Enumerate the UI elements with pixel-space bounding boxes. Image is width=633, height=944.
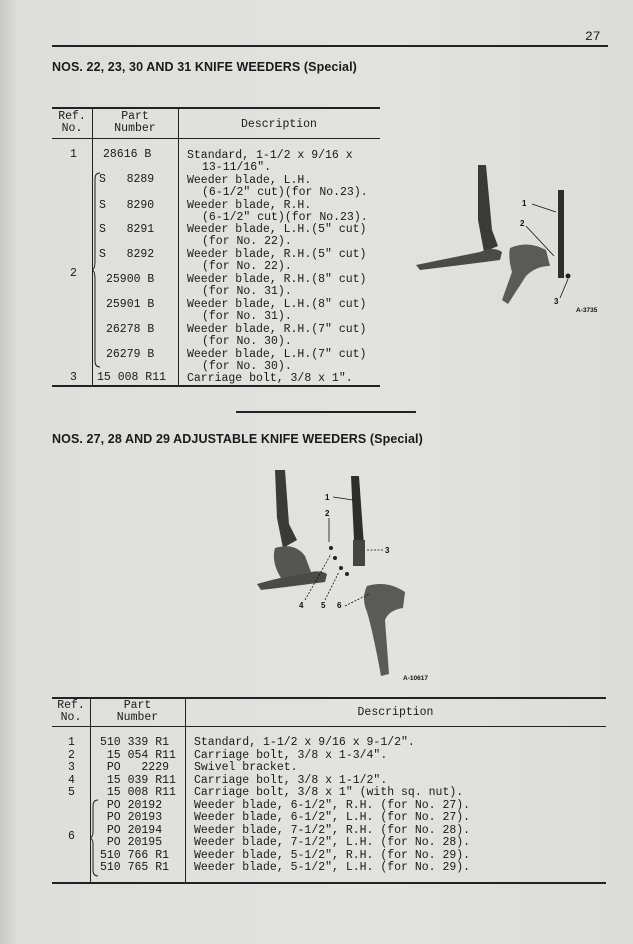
standard-shank <box>275 470 297 548</box>
table-row-desc: (for No. 30). <box>202 360 292 373</box>
table1-header-part <box>92 111 178 135</box>
callout-2: 2 <box>325 509 330 518</box>
table-row-desc: 13-11/16". <box>202 161 272 174</box>
table-row-desc: Standard, 1-1/2 x 9/16 x 9-1/2". <box>194 736 415 749</box>
bolt <box>329 546 333 550</box>
table2-header-part <box>90 700 185 724</box>
table-row-part: PO 20194 <box>100 824 163 837</box>
table-row-desc: Weeder blade, R.H. <box>187 199 312 212</box>
figure-label: A-10617 <box>403 675 428 682</box>
table-row-desc: Weeder blade, R.H.(8" cut) <box>187 273 367 286</box>
table1-header-rule <box>52 138 380 139</box>
table-row-desc: Weeder blade, L.H.(5" cut) <box>187 223 367 236</box>
header-ref-line1: Ref. <box>57 699 85 712</box>
section2-parts-table <box>52 697 606 885</box>
carriage-bolt <box>566 274 571 279</box>
table-row-part: 28616 B <box>103 148 152 161</box>
table2-header-description: Description <box>357 706 434 719</box>
table-row-part: 15 039 R11 <box>100 774 176 787</box>
figure-knife-weeder-1 <box>410 160 615 320</box>
table2-bottom-rule <box>52 882 606 884</box>
table-row-part: 510 339 R1 <box>100 736 170 749</box>
figure-knife-weeder-2 <box>255 462 465 684</box>
callout-3: 3 <box>554 297 559 306</box>
table-row-part: S 8289 <box>99 173 155 186</box>
table-row-part: PO 20192 <box>100 799 163 812</box>
table-row-desc: (for No. 31). <box>202 310 292 323</box>
table-row-desc: (for No. 31). <box>202 285 292 298</box>
table1-top-rule <box>52 107 380 109</box>
header-part-line1: Part <box>121 110 149 123</box>
table-row-part: S 8292 <box>99 248 155 261</box>
ref2-brace <box>92 171 102 369</box>
table-row-ref: 5 <box>68 786 75 799</box>
table-row-part: 26279 B <box>106 348 155 361</box>
page-number: 27 <box>585 29 601 44</box>
table2-header-rule <box>52 726 606 727</box>
table-row-desc: Weeder blade, 7-1/2", L.H. (for No. 28). <box>194 836 471 849</box>
table-row-part: 15 008 R11 <box>100 786 176 799</box>
table-row-part: PO 20193 <box>100 811 163 824</box>
header-ref-line2: No. <box>61 122 83 135</box>
top-rule <box>52 45 608 47</box>
table-row-ref: 3 <box>68 761 75 774</box>
weeder-blade-right <box>502 244 550 304</box>
table-row-desc: Weeder blade, 5-1/2", R.H. (for No. 29). <box>194 849 471 862</box>
weeder-blade-right <box>364 584 405 676</box>
table2-col-divider <box>185 699 186 882</box>
callout-leader <box>532 204 556 212</box>
table-row-desc: Weeder blade, 5-1/2", L.H. (for No. 29). <box>194 861 471 874</box>
section2-title: NOS. 27, 28 AND 29 ADJUSTABLE KNIFE WEEDERS (Special) <box>52 432 423 446</box>
table-row-part: 510 766 R1 <box>100 849 170 862</box>
table-row-desc: Swivel bracket. <box>194 761 298 774</box>
header-part-line2: Number <box>114 122 156 135</box>
callout-5: 5 <box>321 601 326 610</box>
table-row-part: 15 008 R11 <box>97 371 167 384</box>
table-row-part: S 8290 <box>99 199 155 212</box>
callout-4: 4 <box>299 601 304 610</box>
header-ref-line2: No. <box>60 711 82 724</box>
table-row-part: 15 054 R11 <box>100 749 176 762</box>
table-row-desc: (6-1/2" cut)(for No.23). <box>202 211 368 224</box>
table1-header-ref <box>52 111 92 135</box>
table-row-ref: 4 <box>68 774 75 787</box>
table-row-part: 510 765 R1 <box>100 861 170 874</box>
header-part-line1: Part <box>123 699 152 712</box>
table-row-desc: Carriage bolt, 3/8 x 1-1/2". <box>194 774 388 787</box>
table2-header-ref <box>52 700 90 724</box>
table-row-part: 25900 B <box>106 273 155 286</box>
table-row-ref: 2 <box>68 749 75 762</box>
bolt <box>333 556 337 560</box>
table1-col-divider <box>178 109 179 385</box>
table-row-part: PO 2229 <box>100 761 170 774</box>
table-row-ref: 1 <box>68 736 75 749</box>
callout-leader <box>560 279 568 298</box>
bolt <box>345 572 349 576</box>
table-row-ref: 3 <box>70 371 77 384</box>
table-row-desc: (for No. 30). <box>202 335 292 348</box>
table-row-desc: Standard, 1-1/2 x 9/16 x <box>187 149 353 162</box>
callout-6: 6 <box>337 601 342 610</box>
weeder-blade-left <box>416 249 502 270</box>
table-row-ref: 6 <box>68 830 75 843</box>
ref6-brace <box>90 798 100 878</box>
table-row-part: 26278 B <box>106 323 155 336</box>
callout-1: 1 <box>325 493 330 502</box>
header-part-line2: Number <box>116 711 159 724</box>
table-row-desc: Carriage bolt, 3/8 x 1-3/4". <box>194 749 388 762</box>
callout-3: 3 <box>385 546 390 555</box>
table-row-desc: Weeder blade, 6-1/2", L.H. (for No. 27). <box>194 811 471 824</box>
standard-bar <box>558 190 564 278</box>
table-row-desc: Weeder blade, 7-1/2", R.H. (for No. 28). <box>194 824 471 837</box>
table-row-part: PO 20195 <box>100 836 163 849</box>
table-row-desc: Weeder blade, R.H.(7" cut) <box>187 323 367 336</box>
table-row-desc: Weeder blade, L.H.(8" cut) <box>187 298 367 311</box>
figure-label: A-3735 <box>576 307 598 314</box>
section1-title: NOS. 22, 23, 30 AND 31 KNIFE WEEDERS (Special) <box>52 60 357 74</box>
bolt <box>339 566 343 570</box>
table-row-desc: Carriage bolt, 3/8 x 1". <box>187 372 353 385</box>
standard-shank <box>478 165 498 252</box>
table-row-desc: (6-1/2" cut)(for No.23). <box>202 186 368 199</box>
header-ref-line1: Ref. <box>58 110 86 123</box>
swivel-bracket <box>353 540 365 566</box>
table-row-ref: 2 <box>70 267 77 280</box>
table-row-desc: (for No. 22). <box>202 235 292 248</box>
section-divider <box>236 411 416 413</box>
table-row-ref: 1 <box>70 148 77 161</box>
callout-1: 1 <box>522 199 527 208</box>
callout-leader <box>325 572 339 600</box>
table1-header-description: Description <box>241 118 317 131</box>
callout-2: 2 <box>520 219 525 228</box>
table-row-desc: Carriage bolt, 3/8 x 1" (with sq. nut). <box>194 786 464 799</box>
table-row-desc: Weeder blade, R.H.(5" cut) <box>187 248 367 261</box>
table-row-desc: (for No. 22). <box>202 260 292 273</box>
table-row-part: 25901 B <box>106 298 155 311</box>
table-row-desc: Weeder blade, L.H.(7" cut) <box>187 348 367 361</box>
table-row-desc: Weeder blade, L.H. <box>187 174 312 187</box>
section1-parts-table <box>52 107 380 387</box>
callout-leader <box>333 497 353 500</box>
table-row-desc: Weeder blade, 6-1/2", R.H. (for No. 27). <box>194 799 471 812</box>
table-row-part: S 8291 <box>99 223 155 236</box>
